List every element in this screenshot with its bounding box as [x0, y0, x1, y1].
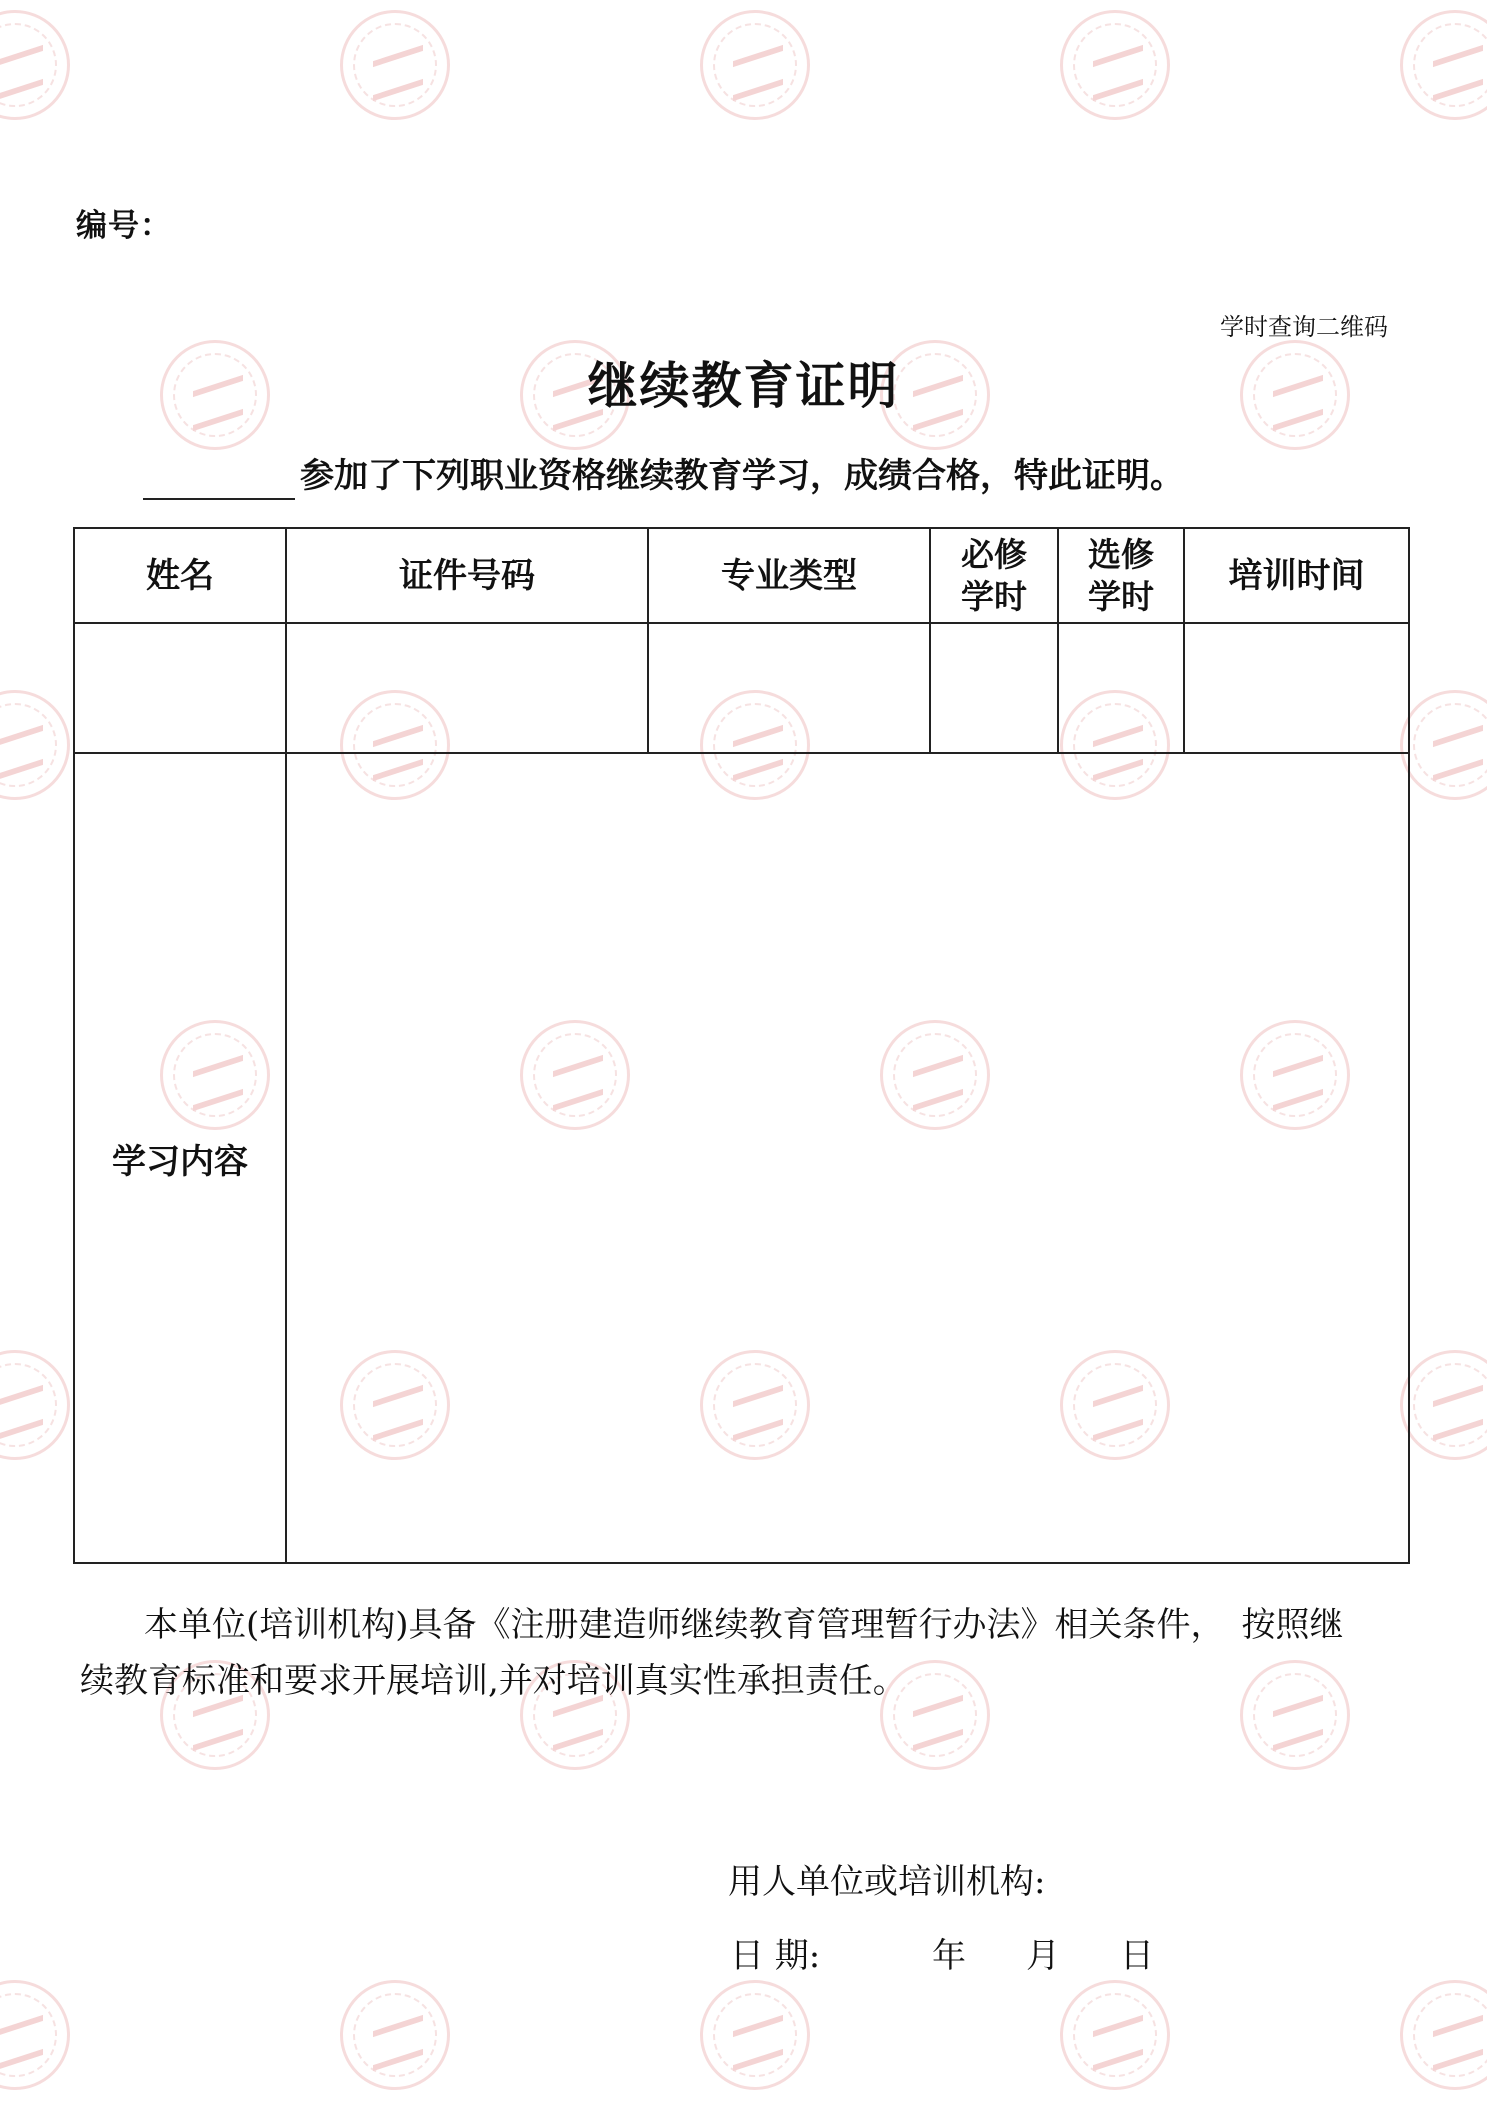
study-content-row — [74, 753, 1409, 1563]
header-name: 姓名 — [74, 528, 286, 623]
header-training-time: 培训时间 — [1184, 528, 1409, 623]
cell-id-number[interactable] — [286, 623, 648, 753]
watermark-seal-icon — [0, 1980, 70, 2090]
header-elective-hours-line2: 学时 — [1088, 576, 1154, 616]
study-content-label: 学习内容 — [74, 753, 286, 1563]
watermark-seal-icon — [1400, 10, 1487, 120]
header-required-hours-line2: 学时 — [961, 576, 1027, 616]
watermark-seal-icon — [1400, 690, 1487, 800]
cell-name[interactable] — [74, 623, 286, 753]
header-elective-hours — [1058, 528, 1184, 623]
cell-training-time[interactable] — [1184, 623, 1409, 753]
table-row — [74, 623, 1409, 753]
qr-code-label: 学时查询二维码 — [1220, 313, 1388, 341]
name-blank-field[interactable] — [143, 498, 295, 500]
watermark-seal-icon — [700, 1980, 810, 2090]
header-required-hours-line1: 必修 — [961, 534, 1027, 574]
cell-elective-hours[interactable] — [1058, 623, 1184, 753]
watermark-seal-icon — [340, 1980, 450, 2090]
page-title: 继续教育证明 — [587, 357, 900, 415]
cell-required-hours[interactable] — [930, 623, 1058, 753]
day-label: 日 — [1120, 1936, 1154, 1976]
institution-declaration: 本单位(培训机构)具备《注册建造师继续教育管理暂行办法》相关条件， 按照继续教育标准和要求开展培训,并对培训真实性承担责任。 — [80, 1605, 1344, 1701]
watermark-seal-icon — [340, 10, 450, 120]
watermark-seal-icon — [1400, 1980, 1487, 2090]
header-elective-hours-line1: 选修 — [1088, 534, 1154, 574]
employer-label: 用人单位或培训机构: — [728, 1862, 1046, 1902]
header-required-hours — [930, 528, 1058, 623]
cell-specialty[interactable] — [648, 623, 930, 753]
watermark-seal-icon — [1060, 1980, 1170, 2090]
month-label: 月 — [1026, 1936, 1060, 1976]
watermark-seal-icon — [1400, 1350, 1487, 1460]
table-header-row — [74, 528, 1409, 623]
year-label: 年 — [932, 1936, 966, 1976]
date-label: 日 期: — [730, 1936, 821, 1976]
watermark-seal-icon — [0, 10, 70, 120]
watermark-seal-icon — [1060, 10, 1170, 120]
certificate-number-label: 编号： — [76, 208, 172, 244]
watermark-seal-icon — [0, 1350, 70, 1460]
header-specialty: 专业类型 — [648, 528, 930, 623]
header-id-number: 证件号码 — [286, 528, 648, 623]
certification-statement: 参加了下列职业资格继续教育学习，成绩合格，特此证明。 — [300, 456, 1184, 496]
study-content-cell[interactable] — [286, 753, 1409, 1563]
watermark-seal-icon — [700, 10, 810, 120]
certificate-table — [73, 527, 1410, 1564]
watermark-seal-icon — [0, 690, 70, 800]
